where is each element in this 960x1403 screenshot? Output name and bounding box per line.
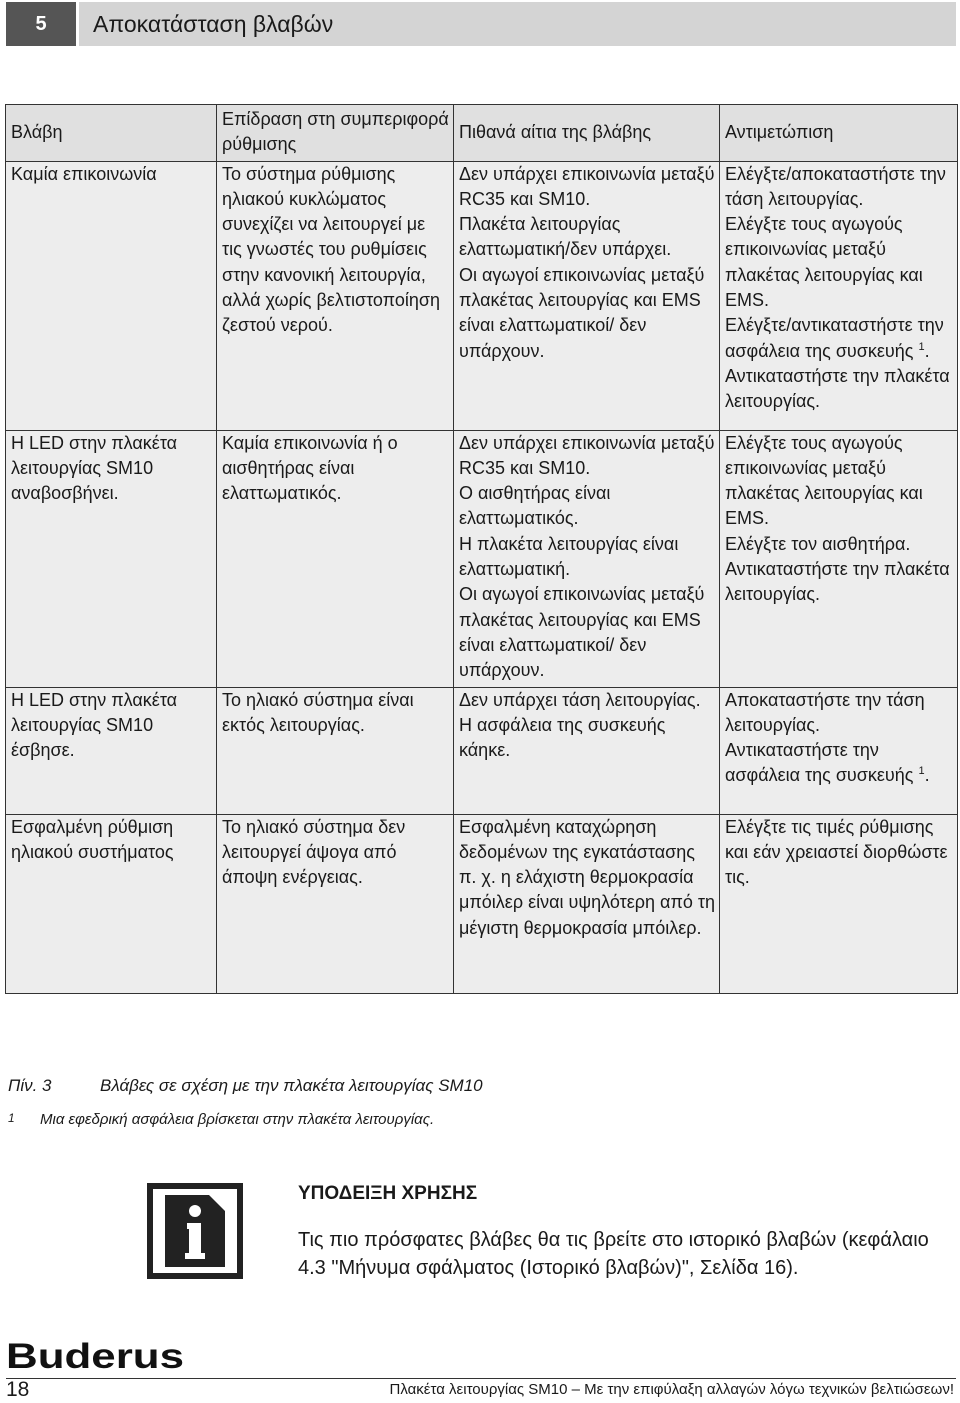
footnote-ref: 1 — [918, 340, 925, 353]
cause-line: Δεν υπάρχει τάση λειτουργίας. — [459, 689, 701, 710]
cell-remedy — [720, 687, 958, 814]
cell-fault: Η LED στην πλακέτα λειτουργίας SM10 έσβησε. — [6, 687, 217, 814]
chapter-title: Αποκατάσταση βλαβών — [79, 2, 956, 46]
table-caption — [8, 1076, 483, 1096]
cell-fault: Καμία επικοινωνία — [6, 161, 217, 430]
cell-effect: Καμία επικοινωνία ή ο αισθητήρας είναι ελαττωματικός. — [217, 430, 454, 687]
page-number: 18 — [6, 1378, 30, 1401]
remedy-line-text: Αντικαταστήστε την ασφάλεια της συσκευής — [725, 740, 914, 786]
remedy-line: Αντικαταστήστε την πλακέτα λειτουργίας. — [725, 365, 950, 412]
caption-label: Πίν. 3 — [8, 1076, 52, 1095]
chapter-header — [6, 2, 956, 46]
cell-cause — [454, 814, 720, 993]
header-effect: Επίδραση στη συμπεριφορά ρύθμισης — [217, 105, 454, 162]
cause-line: Εσφαλμένη καταχώρηση δεδομένων της εγκατάστασης π. χ. η ελάχιστη θερμοκρασία μπόιλερ είναι υψηλότερη από τη μέγιστη θερμοκρασία μπόιλερ. — [459, 816, 716, 938]
remedy-line: Ελέγξτε τους αγωγούς επικοινωνίας μεταξύ πλακέτας λειτουργίας και EMS. — [725, 432, 923, 529]
cause-line: Η ασφάλεια της συσκευής κάηκε. — [459, 714, 666, 761]
cause-line: Ο αισθητήρας είναι ελαττωματικός. — [459, 483, 611, 529]
remedy-line: Αποκαταστήστε την τάση λειτουργίας. — [725, 689, 925, 735]
footnote-mark: 1 — [8, 1111, 15, 1125]
chapter-number: 5 — [6, 2, 76, 46]
table-row — [6, 687, 958, 814]
footnote-ref: 1 — [918, 765, 925, 778]
cell-effect: Το σύστημα ρύθμισης ηλιακού κυκλώματος συνεχίζει να λειτουργεί με τις γνωστές του ρυθμίσεις στην κανονική λειτουργία, αλλά χωρίς βελτιστοποίηση ζεστού νερού. — [217, 161, 454, 430]
notice-text: Τις πιο πρόσφατες βλάβες θα τις βρείτε στο ιστορικό βλαβών (κεφάλαιο 4.3 "Μήνυμα σφάλματος (Ιστορικό βλαβών)", Σελίδα 16). — [298, 1229, 929, 1279]
remedy-line: Ελέγξτε/αποκαταστήστε την τάση λειτουργίας. — [725, 163, 946, 209]
remedy-line: Ελέγξτε/αντικαταστήστε την ασφάλεια της συσκευής $^1$. — [725, 315, 944, 361]
footnote — [8, 1111, 434, 1128]
caption-text: Βλάβες σε σχέση με την πλακέτα λειτουργίας SM10 — [100, 1076, 483, 1095]
cause-line: Οι αγωγοί επικοινωνίας μεταξύ πλακέτας λειτουργίας και EMS είναι ελαττωματικοί/ δεν υπάρχουν. — [459, 264, 705, 361]
footnote-text: Μια εφεδρική ασφάλεια βρίσκεται στην πλακέτα λειτουργίας. — [40, 1111, 435, 1128]
cell-cause — [454, 687, 720, 814]
cell-remedy — [720, 814, 958, 993]
header-remedy: Αντιμετώπιση — [720, 105, 958, 162]
cell-effect: Το ηλιακό σύστημα δεν λειτουργεί άψογα από άποψη ενέργειας. — [217, 814, 454, 993]
cause-line: Δεν υπάρχει επικοινωνία μεταξύ RC35 και SM10. — [459, 163, 715, 209]
fault-table — [5, 104, 958, 994]
remedy-line: Ελέγξτε τον αισθητήρα. — [725, 533, 911, 554]
notice-title: ΥΠΟΔΕΙΞΗ ΧΡΗΣΗΣ — [298, 1183, 478, 1204]
header-fault: Βλάβη — [6, 105, 217, 162]
cause-line: Οι αγωγοί επικοινωνίας μεταξύ πλακέτας λειτουργίας και EMS είναι ελαττωματικοί/ δεν υπάρχουν. — [459, 584, 705, 681]
table-header-row — [6, 105, 958, 162]
header-cause: Πιθανά αίτια της βλάβης — [454, 105, 720, 162]
footer-text: Πλακέτα λειτουργίας SM10 – Με την επιφύλαξη αλλαγών λόγω τεχνικών βελτιώσεων! — [389, 1381, 954, 1398]
cell-fault: Η LED στην πλακέτα λειτουργίας SM10 αναβοσβήνει. — [6, 430, 217, 687]
cause-line: Πλακέτα λειτουργίας ελαττωματική/δεν υπάρχει. — [459, 214, 672, 260]
remedy-line: Ελέγξτε τις τιμές ρύθμισης και εάν χρειαστεί διορθώστε τις. — [725, 816, 948, 888]
cell-cause — [454, 161, 720, 430]
footer-divider — [6, 1378, 956, 1379]
cause-line: Η πλακέτα λειτουργίας είναι ελαττωματική. — [459, 533, 679, 580]
table-row — [6, 814, 958, 993]
table-row — [6, 430, 958, 687]
remedy-line-text: Ελέγξτε/αντικαταστήστε την ασφάλεια της συσκευής — [725, 315, 944, 361]
table-row — [6, 161, 958, 430]
remedy-line: Αντικαταστήστε την ασφάλεια της συσκευής $^1$. — [725, 740, 930, 786]
cell-cause — [454, 430, 720, 687]
cell-fault: Εσφαλμένη ρύθμιση ηλιακού συστήματος — [6, 814, 217, 993]
cell-remedy — [720, 430, 958, 687]
info-icon — [147, 1183, 243, 1279]
cell-effect: Το ηλιακό σύστημα είναι εκτός λειτουργίας. — [217, 687, 454, 814]
remedy-line: Ελέγξτε τους αγωγούς επικοινωνίας μεταξύ πλακέτας λειτουργίας και EMS. — [725, 214, 923, 311]
buderus-logo — [6, 1336, 186, 1376]
cell-remedy — [720, 161, 958, 430]
remedy-line: Αντικαταστήστε την πλακέτα λειτουργίας. — [725, 559, 950, 605]
cause-line: Δεν υπάρχει επικοινωνία μεταξύ RC35 και SM10. — [459, 432, 715, 478]
brand-text: Buderus — [6, 1337, 184, 1376]
